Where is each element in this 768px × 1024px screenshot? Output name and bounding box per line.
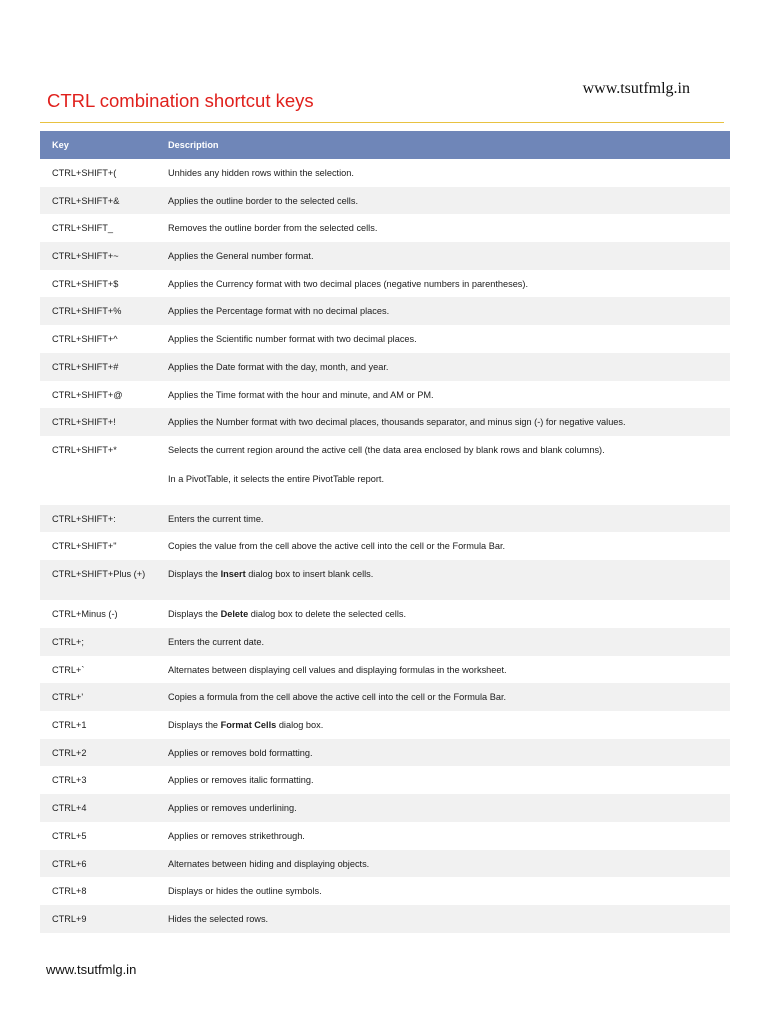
shortcut-key: CTRL+' — [52, 692, 84, 703]
table-row — [40, 187, 730, 215]
table-row — [40, 766, 730, 794]
table-row — [40, 822, 730, 850]
page-title: CTRL combination shortcut keys — [47, 90, 314, 111]
description-text-secondary: In a PivotTable, it selects the entire PivotTable report. — [168, 473, 385, 484]
site-url-bottom: www.tsutfmlg.in — [46, 962, 137, 977]
description-text: Applies or removes italic formatting. — [168, 775, 314, 786]
dialog-name: Format Cells — [220, 720, 277, 731]
shortcut-key: CTRL+5 — [52, 830, 87, 841]
shortcut-description — [168, 222, 730, 242]
description-text: Applies or removes underlining. — [168, 803, 297, 814]
description-text: Applies the Time format with the hour and minute, and AM or PM. — [168, 389, 434, 400]
shortcut-key: CTRL+SHIFT+~ — [52, 251, 119, 262]
shortcut-description — [168, 416, 730, 436]
table-row — [40, 711, 730, 739]
shortcut-key: CTRL+1 — [52, 720, 87, 731]
description-text: Displays the — [168, 568, 221, 579]
table-row — [40, 794, 730, 822]
shortcut-table — [40, 131, 730, 933]
description-text: Displays the — [168, 720, 221, 731]
description-text: Unhides any hidden rows within the selection. — [168, 168, 354, 178]
dialog-name: Insert — [220, 568, 246, 579]
shortcut-key: CTRL+SHIFT+^ — [52, 334, 118, 345]
shortcut-description — [168, 830, 730, 850]
shortcut-key: CTRL+3 — [52, 775, 87, 786]
shortcut-description — [168, 636, 730, 656]
table-row — [40, 532, 730, 560]
table-row — [40, 505, 730, 533]
shortcut-key: CTRL+6 — [52, 858, 87, 869]
shortcut-description — [168, 774, 730, 794]
table-row — [40, 381, 730, 409]
table-row — [40, 600, 730, 628]
description-text: Displays or hides the outline symbols. — [168, 886, 322, 897]
description-text: Applies or removes strikethrough. — [168, 830, 305, 841]
table-body — [40, 159, 730, 933]
description-text: Enters the current time. — [168, 513, 264, 524]
column-header-description: Description — [168, 140, 219, 150]
shortcut-description — [168, 568, 730, 600]
shortcut-description — [168, 333, 730, 353]
table-row — [40, 436, 730, 505]
shortcut-description — [168, 608, 730, 628]
description-text: Selects the current region around the active cell (the data area enclosed by blank rows and blank columns). — [168, 444, 605, 455]
shortcut-description — [168, 719, 730, 739]
shortcut-description — [168, 361, 730, 381]
site-url-top: www.tsutfmlg.in — [582, 80, 690, 97]
shortcut-description — [168, 250, 730, 270]
table-row — [40, 297, 730, 325]
table-row — [40, 628, 730, 656]
shortcut-description — [168, 540, 730, 560]
title-divider — [40, 122, 724, 123]
table-row — [40, 877, 730, 905]
shortcut-key: CTRL+SHIFT+! — [52, 417, 116, 428]
table-row — [40, 739, 730, 767]
dialog-name: Delete — [220, 609, 249, 620]
shortcut-description — [168, 664, 730, 684]
table-row — [40, 325, 730, 353]
shortcut-key: CTRL+8 — [52, 886, 87, 897]
shortcut-key: CTRL+SHIFT+& — [52, 195, 120, 206]
shortcut-key: CTRL+; — [52, 637, 84, 648]
table-header — [40, 131, 730, 159]
description-text: Applies the outline border to the selected cells. — [168, 195, 358, 206]
description-text: Applies the Number format with two decimal places, thousands separator, and minus sign (-) for negative values. — [168, 417, 626, 428]
shortcut-key: CTRL+SHIFT+@ — [52, 389, 123, 400]
description-text: Alternates between hiding and displaying objects. — [168, 858, 370, 869]
table-row — [40, 214, 730, 242]
description-text: Hides the selected rows. — [168, 913, 269, 924]
shortcut-description — [168, 691, 730, 711]
description-text: dialog box. — [276, 720, 324, 731]
description-text: Alternates between displaying cell values and displaying formulas in the worksheet. — [168, 664, 507, 675]
shortcut-key: CTRL+SHIFT+Plus (+) — [52, 568, 146, 579]
description-text: Applies the Scientific number format with two decimal places. — [168, 334, 417, 345]
column-header-key: Key — [52, 140, 69, 150]
table-row — [40, 408, 730, 436]
shortcut-description — [168, 278, 730, 298]
description-text: dialog box to delete the selected cells. — [248, 609, 407, 620]
shortcut-description — [168, 389, 730, 409]
shortcut-key: CTRL+2 — [52, 747, 87, 758]
shortcut-key: CTRL+SHIFT+" — [52, 541, 117, 552]
description-text: Removes the outline border from the selected cells. — [168, 223, 378, 234]
shortcut-key: CTRL+SHIFT_ — [52, 223, 114, 234]
table-row — [40, 159, 730, 187]
table-row — [40, 353, 730, 381]
shortcut-description — [168, 305, 730, 325]
table-row — [40, 850, 730, 878]
shortcut-key: CTRL+` — [52, 664, 85, 675]
description-text: Applies the General number format. — [168, 251, 314, 262]
table-row — [40, 242, 730, 270]
shortcut-key: CTRL+SHIFT+% — [52, 306, 122, 317]
description-text: Applies the Date format with the day, month, and year. — [168, 361, 389, 372]
shortcut-key: CTRL+SHIFT+( — [52, 168, 117, 178]
table-row — [40, 656, 730, 684]
description-text: Applies the Percentage format with no decimal places. — [168, 306, 390, 317]
table-row — [40, 905, 730, 933]
table-row — [40, 683, 730, 711]
shortcut-key: CTRL+SHIFT+$ — [52, 278, 119, 289]
shortcut-description — [168, 913, 730, 933]
description-text: Copies the value from the cell above the active cell into the cell or the Formula Bar. — [168, 541, 506, 552]
shortcut-description — [168, 747, 730, 767]
description-text: Enters the current date. — [168, 637, 265, 648]
shortcut-key: CTRL+Minus (-) — [52, 609, 118, 620]
shortcut-key: CTRL+SHIFT+: — [52, 513, 116, 524]
shortcut-description — [168, 167, 730, 187]
shortcut-description — [168, 513, 730, 533]
shortcut-description — [168, 858, 730, 878]
table-row — [40, 560, 730, 600]
table-row — [40, 270, 730, 298]
description-text: Copies a formula from the cell above the active cell into the cell or the Formula Bar. — [168, 692, 507, 703]
shortcut-description — [168, 802, 730, 822]
shortcut-key: CTRL+4 — [52, 803, 87, 814]
shortcut-key: CTRL+SHIFT+* — [52, 444, 117, 455]
description-text: Applies the Currency format with two decimal places (negative numbers in parentheses). — [168, 278, 529, 289]
description-text: Applies or removes bold formatting. — [168, 747, 313, 758]
shortcut-description — [168, 444, 730, 505]
shortcut-description — [168, 885, 730, 905]
description-text: dialog box to insert blank cells. — [245, 568, 374, 579]
description-text: Displays the — [168, 609, 221, 620]
shortcut-description — [168, 195, 730, 215]
shortcut-key: CTRL+9 — [52, 913, 87, 924]
shortcut-key: CTRL+SHIFT+# — [52, 361, 119, 372]
